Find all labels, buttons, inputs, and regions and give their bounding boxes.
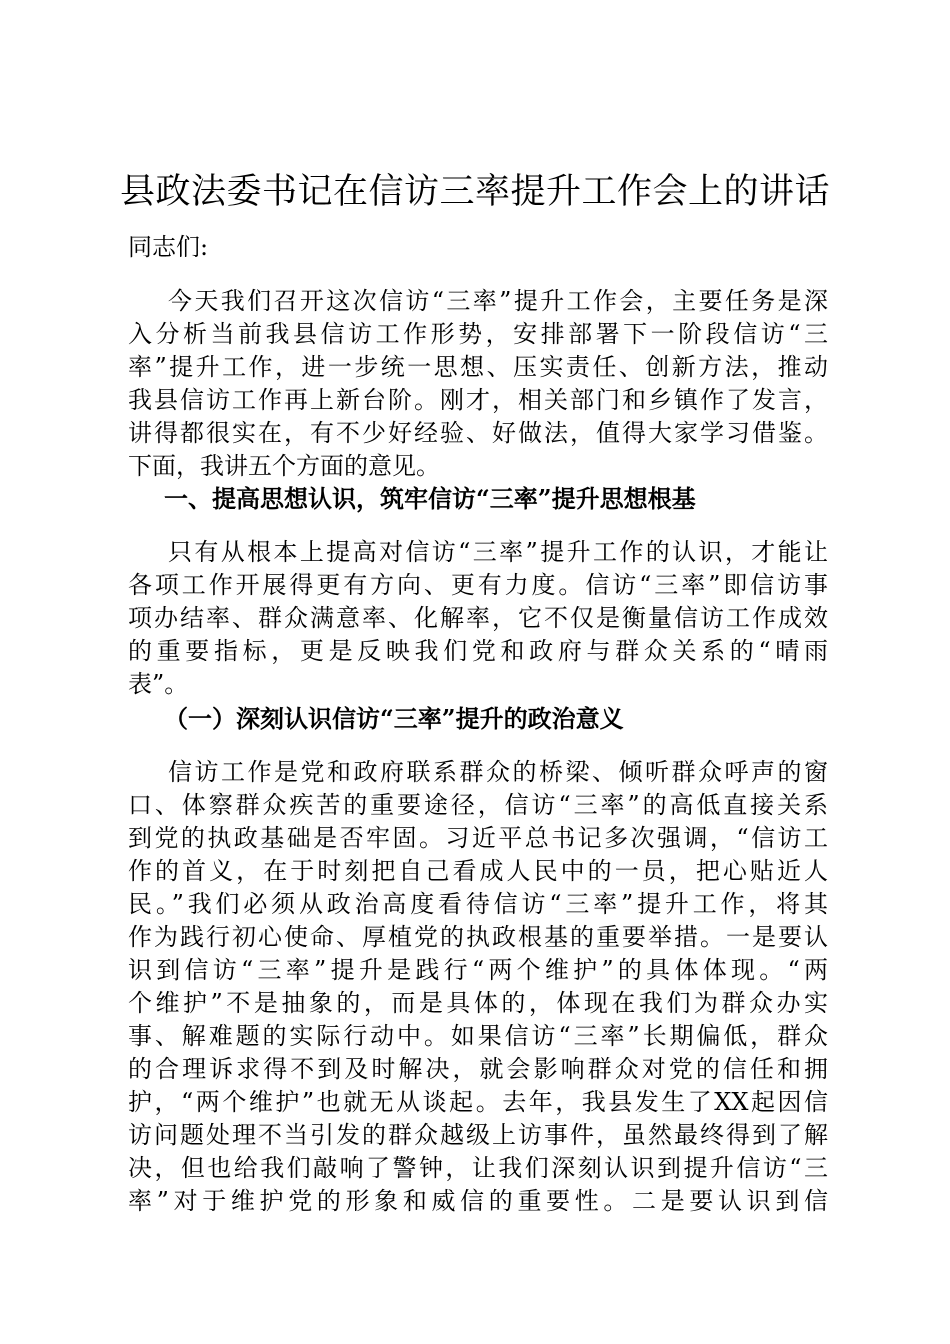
paragraph-line: 决，但也给我们敲响了警钟，让我们深刻认识到提升信访“三 — [128, 1154, 828, 1182]
paragraph-line: 我县信访工作再上新台阶。刚才，相关部门和乡镇作了发言， — [128, 386, 828, 414]
paragraph-line: 个维护”不是抽象的，而是具体的，体现在我们为群众办实 — [128, 989, 828, 1017]
paragraph-line: 事、解难题的实际行动中。如果信访“三率”长期偏低，群众 — [128, 1022, 828, 1050]
paragraph-line: 入分析当前我县信访工作形势，安排部署下一阶段信访“三 — [128, 320, 828, 348]
paragraph-line: 下面，我讲五个方面的意见。 — [128, 452, 440, 480]
subsection-heading-1: （一）深刻认识信访“三率”提升的政治意义 — [164, 704, 624, 733]
paragraph-line: 信访工作是党和政府联系群众的桥梁、倾听群众呼声的窗 — [168, 758, 828, 786]
paragraph-line: 识到信访“三率”提升是践行“两个维护”的具体体现。“两 — [128, 956, 828, 984]
paragraph-line: 作为践行初心使命、厚植党的执政根基的重要举措。一是要认 — [128, 923, 828, 951]
paragraph-line: 口、体察群众疾苦的重要途径，信访“三率”的高低直接关系 — [128, 791, 828, 819]
paragraph-line: 只有从根本上提高对信访“三率”提升工作的认识，才能让 — [168, 538, 828, 566]
paragraph-line: 项办结率、群众满意率、化解率，它不仅是衡量信访工作成效 — [128, 604, 828, 632]
paragraph-line: 率”对于维护党的形象和威信的重要性。二是要认识到信 — [128, 1187, 828, 1215]
paragraph-section-1 — [128, 536, 828, 701]
paragraph-line: 今天我们召开这次信访“三率”提升工作会，主要任务是深 — [168, 287, 828, 315]
paragraph-subsection-1 — [128, 756, 828, 1218]
paragraph-line: 访问题处理不当引发的群众越级上访事件，虽然最终得到了解 — [128, 1121, 828, 1149]
paragraph-line: 的重要指标，更是反映我们党和政府与群众关系的“晴雨 — [128, 637, 828, 665]
paragraph-line: 表”。 — [128, 670, 189, 698]
paragraph-line: 作的首义，在于时刻把自己看成人民中的一员，把心贴近人 — [128, 857, 828, 885]
paragraph-intro — [128, 285, 828, 483]
paragraph-line: 讲得都很实在，有不少好经验、好做法，值得大家学习借鉴。 — [128, 419, 828, 447]
paragraph-line: 护，“两个维护”也就无从谈起。去年，我县发生了XX起因信 — [128, 1088, 828, 1116]
paragraph-line: 民。”我们必须从政治高度看待信访“三率”提升工作，将其 — [128, 890, 828, 918]
document-title: 县政法委书记在信访三率提升工作会上的讲话 — [120, 172, 831, 212]
paragraph-line: 到党的执政基础是否牢固。习近平总书记多次强调，“信访工 — [128, 824, 828, 852]
paragraph-line: 的合理诉求得不到及时解决，就会影响群众对党的信任和拥 — [128, 1055, 828, 1083]
salutation: 同志们: — [128, 233, 209, 261]
section-heading-1: 一、提高思想认识，筑牢信访“三率”提升思想根基 — [164, 484, 696, 513]
paragraph-line: 各项工作开展得更有方向、更有力度。信访“三率”即信访事 — [128, 571, 828, 599]
paragraph-line: 率”提升工作，进一步统一思想、压实责任、创新方法，推动 — [128, 353, 828, 381]
